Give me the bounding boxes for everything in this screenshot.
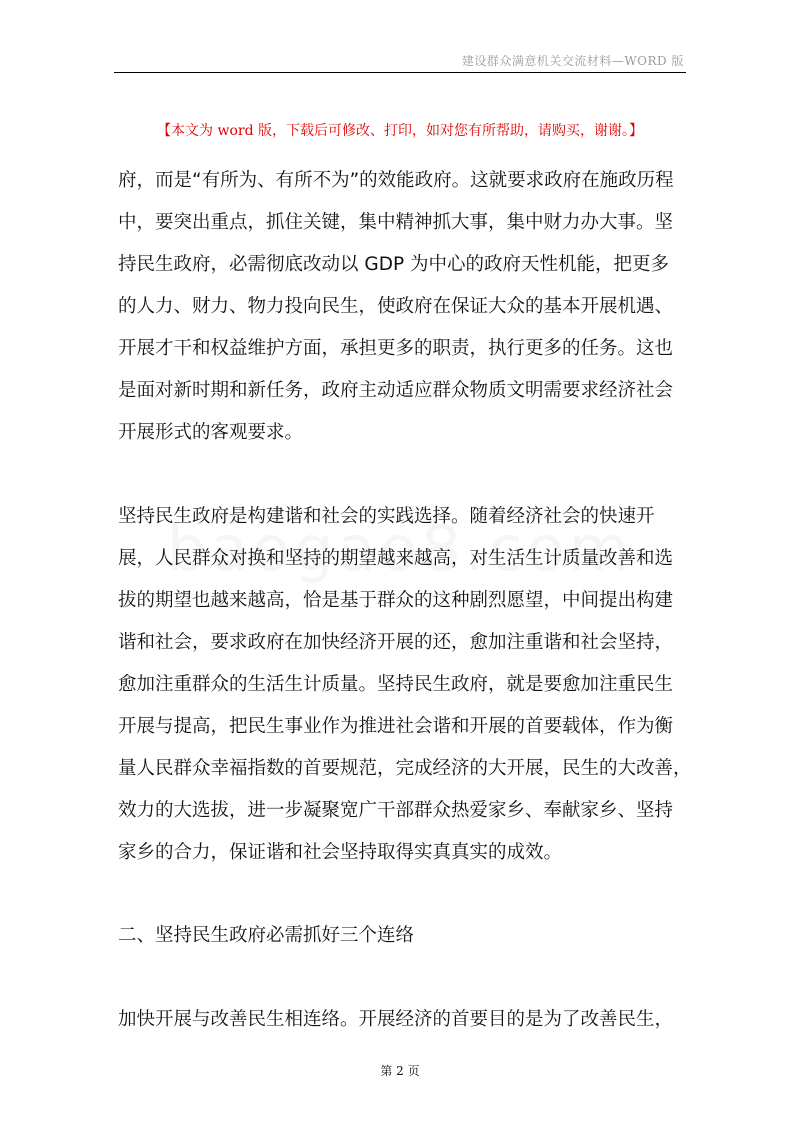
text-line: 是面对新时期和新任务，政府主动适应群众物质文明需要求经济社会 <box>118 380 674 401</box>
text-line: 拔的期望也越来越高，恰是基于群众的这种剧烈愿望，中间提出构建 <box>118 590 674 611</box>
text-line: 开展形式的客观要求。 <box>118 422 304 443</box>
text-line: 量人民群众幸福指数的首要规范，完成经济的大开展，民生的大改善， <box>118 758 692 779</box>
text-line: 展，人民群众对换和坚持的期望越来越高，对生活生计质量改善和选 <box>118 548 674 569</box>
purchase-notice: 【本文为 word 版，下载后可修改、打印，如对您有所帮助，请购买，谢谢。】 <box>157 123 643 139</box>
text-line: 愈加注重群众的生活生计质量。坚持民生政府，就是要愈加注重民生 <box>118 674 674 695</box>
text-line: 的人力、财力、物力投向民生，使政府在保证大众的基本开展机遇、 <box>118 296 674 317</box>
section-heading <box>118 915 690 957</box>
text-line: 开展与提高，把民生事业作为推进社会谐和开展的首要载体，作为衡 <box>118 716 674 737</box>
text-line: 府，而是“有所为、有所不为”的效能政府。这就要求政府在施政历程 <box>118 170 674 191</box>
text-line: 坚持民生政府是构建谐和社会的实践选择。随着经济社会的快速开 <box>118 506 655 527</box>
page-number: 第 2 页 <box>380 1064 420 1078</box>
paragraph-1 <box>118 160 690 454</box>
heading-line: 二、坚持民生政府必需抓好三个连络 <box>118 925 415 946</box>
running-header: 建设群众满意机关交流材料—WORD 版 <box>461 54 684 68</box>
paragraph-3 <box>118 999 690 1041</box>
text-line: 加快开展与改善民生相连络。开展经济的首要目的是为了改善民生， <box>118 1009 674 1030</box>
text-line: 家乡的合力，保证谐和社会坚持取得实真真实的成效。 <box>118 842 563 863</box>
text-line: 中，要突出重点，抓住关键，集中精神抓大事，集中财力办大事。坚 <box>118 212 674 233</box>
header-rule <box>114 72 686 73</box>
text-line: 开展才干和权益维护方面，承担更多的职责，执行更多的任务。这也 <box>118 338 674 359</box>
text-line: 效力的大选拔，进一步凝聚宽广干部群众热爱家乡、奉献家乡、坚持 <box>118 800 674 821</box>
paragraph-2 <box>118 496 690 874</box>
text-line: 谐和社会，要求政府在加快经济开展的还，愈加注重谐和社会坚持， <box>118 632 674 653</box>
text-line: 持民生政府，必需彻底改动以 GDP 为中心的政府天性机能，把更多 <box>118 254 670 275</box>
